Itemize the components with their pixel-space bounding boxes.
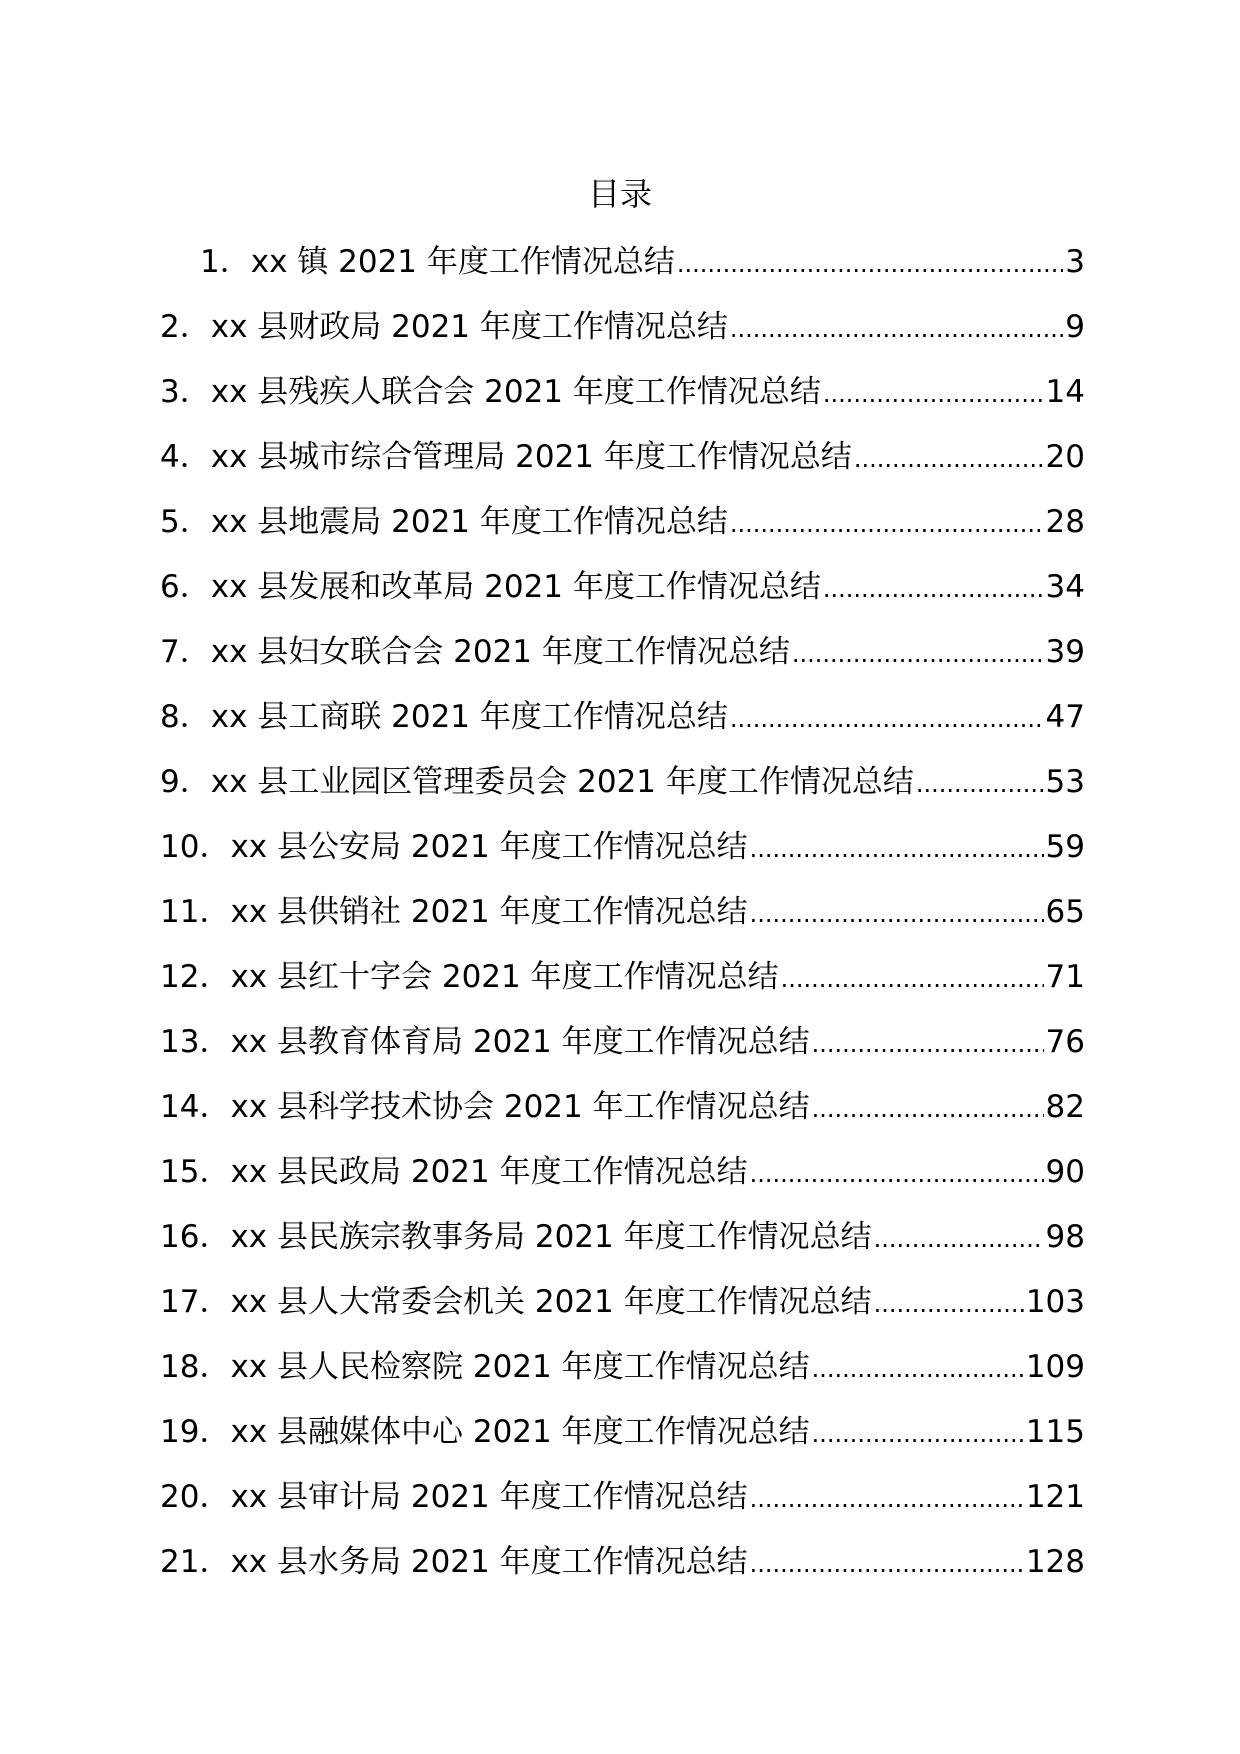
entry-title: xx 县残疾人联合会 2021 年度工作情况总结 <box>210 374 821 410</box>
toc-list <box>160 238 1085 1603</box>
dot-leader <box>750 825 1044 873</box>
dot-leader <box>750 1475 1024 1523</box>
entry-number: 16． <box>160 1219 231 1255</box>
dot-leader <box>854 435 1044 483</box>
entry-number: 15． <box>160 1154 231 1190</box>
toc-entry[interactable] <box>160 758 1085 823</box>
entry-page-number: 59 <box>1045 829 1085 865</box>
entry-number: 14． <box>160 1089 231 1125</box>
entry-page-number: 109 <box>1025 1349 1085 1385</box>
entry-number: 6． <box>160 569 211 605</box>
dot-leader <box>812 1020 1044 1068</box>
entry-title: xx 县人大常委会机关 2021 年度工作情况总结 <box>230 1284 872 1320</box>
entry-number: 9． <box>160 764 211 800</box>
entry-number: 1． <box>200 244 251 280</box>
entry-title: xx 县工商联 2021 年度工作情况总结 <box>210 699 728 735</box>
toc-entry[interactable] <box>160 1083 1085 1148</box>
dot-leader <box>730 500 1044 548</box>
entry-number: 18． <box>160 1349 231 1385</box>
dot-leader <box>874 1280 1024 1328</box>
dot-leader <box>750 1540 1024 1588</box>
toc-entry[interactable] <box>160 368 1085 433</box>
entry-page-number: 90 <box>1045 1154 1085 1190</box>
entry-page-number: 53 <box>1045 764 1085 800</box>
dot-leader <box>781 955 1044 1003</box>
entry-page-number: 98 <box>1045 1219 1085 1255</box>
entry-number: 7． <box>160 634 211 670</box>
entry-title: xx 县民政局 2021 年度工作情况总结 <box>230 1154 748 1190</box>
entry-title: xx 县审计局 2021 年度工作情况总结 <box>230 1479 748 1515</box>
entry-number: 5． <box>160 504 211 540</box>
entry-page-number: 128 <box>1025 1544 1085 1580</box>
entry-title: xx 县财政局 2021 年度工作情况总结 <box>210 309 728 345</box>
entry-page-number: 14 <box>1045 374 1085 410</box>
entry-page-number: 3 <box>1065 244 1085 280</box>
toc-entry[interactable] <box>160 823 1085 888</box>
entry-number: 11． <box>160 894 231 930</box>
entry-number: 12． <box>160 959 231 995</box>
entry-title: xx 县公安局 2021 年度工作情况总结 <box>230 829 748 865</box>
entry-number: 8． <box>160 699 211 735</box>
entry-page-number: 121 <box>1025 1479 1085 1515</box>
dot-leader <box>812 1085 1044 1133</box>
toc-entry[interactable] <box>160 1148 1085 1213</box>
entry-page-number: 28 <box>1045 504 1085 540</box>
entry-title: xx 县科学技术协会 2021 年工作情况总结 <box>230 1089 810 1125</box>
entry-number: 10． <box>160 829 231 865</box>
entry-number: 4． <box>160 439 211 475</box>
dot-leader <box>823 565 1044 613</box>
toc-entry[interactable] <box>160 563 1085 628</box>
dot-leader <box>812 1345 1024 1393</box>
entry-title: xx 县妇女联合会 2021 年度工作情况总结 <box>210 634 790 670</box>
dot-leader <box>750 1150 1044 1198</box>
toc-title: 目录 <box>587 175 652 213</box>
entry-page-number: 103 <box>1025 1284 1085 1320</box>
toc-entry[interactable] <box>160 238 1085 303</box>
toc-entry[interactable] <box>160 953 1085 1018</box>
toc-entry[interactable] <box>160 1343 1085 1408</box>
toc-entry[interactable] <box>160 1278 1085 1343</box>
entry-page-number: 115 <box>1025 1414 1085 1450</box>
entry-page-number: 9 <box>1065 309 1085 345</box>
toc-entry[interactable] <box>160 888 1085 953</box>
entry-number: 17． <box>160 1284 231 1320</box>
entry-number: 19． <box>160 1414 231 1450</box>
dot-leader <box>916 760 1044 808</box>
entry-title: xx 县地震局 2021 年度工作情况总结 <box>210 504 728 540</box>
entry-title: xx 县民族宗教事务局 2021 年度工作情况总结 <box>230 1219 872 1255</box>
entry-title: xx 县工业园区管理委员会 2021 年度工作情况总结 <box>210 764 914 800</box>
dot-leader <box>874 1215 1044 1263</box>
entry-title: xx 镇 2021 年度工作情况总结 <box>250 244 675 280</box>
entry-number: 2． <box>160 309 211 345</box>
entry-title: xx 县教育体育局 2021 年度工作情况总结 <box>230 1024 810 1060</box>
dot-leader <box>750 890 1044 938</box>
entry-title: xx 县城市综合管理局 2021 年度工作情况总结 <box>210 439 852 475</box>
entry-title: xx 县水务局 2021 年度工作情况总结 <box>230 1544 748 1580</box>
entry-title: xx 县供销社 2021 年度工作情况总结 <box>230 894 748 930</box>
toc-entry[interactable] <box>160 303 1085 368</box>
entry-page-number: 47 <box>1045 699 1085 735</box>
toc-entry[interactable] <box>160 628 1085 693</box>
toc-entry[interactable] <box>160 1473 1085 1538</box>
entry-number: 21． <box>160 1544 231 1580</box>
entry-title: xx 县红十字会 2021 年度工作情况总结 <box>230 959 779 995</box>
dot-leader <box>677 240 1063 288</box>
toc-entry[interactable] <box>160 433 1085 498</box>
entry-page-number: 34 <box>1045 569 1085 605</box>
entry-number: 20． <box>160 1479 231 1515</box>
toc-entry[interactable] <box>160 1018 1085 1083</box>
entry-number: 13． <box>160 1024 231 1060</box>
dot-leader <box>792 630 1044 678</box>
entry-page-number: 39 <box>1045 634 1085 670</box>
dot-leader <box>812 1410 1024 1458</box>
toc-entry[interactable] <box>160 693 1085 758</box>
entry-number: 3． <box>160 374 211 410</box>
dot-leader <box>730 305 1063 353</box>
toc-entry[interactable] <box>160 1538 1085 1603</box>
entry-page-number: 20 <box>1045 439 1085 475</box>
entry-title: xx 县人民检察院 2021 年度工作情况总结 <box>230 1349 810 1385</box>
entry-page-number: 71 <box>1045 959 1085 995</box>
entry-page-number: 76 <box>1045 1024 1085 1060</box>
toc-entry[interactable] <box>160 498 1085 563</box>
toc-entry[interactable] <box>160 1408 1085 1473</box>
dot-leader <box>730 695 1044 743</box>
dot-leader <box>823 370 1044 418</box>
toc-entry[interactable] <box>160 1213 1085 1278</box>
entry-title: xx 县融媒体中心 2021 年度工作情况总结 <box>230 1414 810 1450</box>
entry-page-number: 82 <box>1045 1089 1085 1125</box>
entry-page-number: 65 <box>1045 894 1085 930</box>
entry-title: xx 县发展和改革局 2021 年度工作情况总结 <box>210 569 821 605</box>
